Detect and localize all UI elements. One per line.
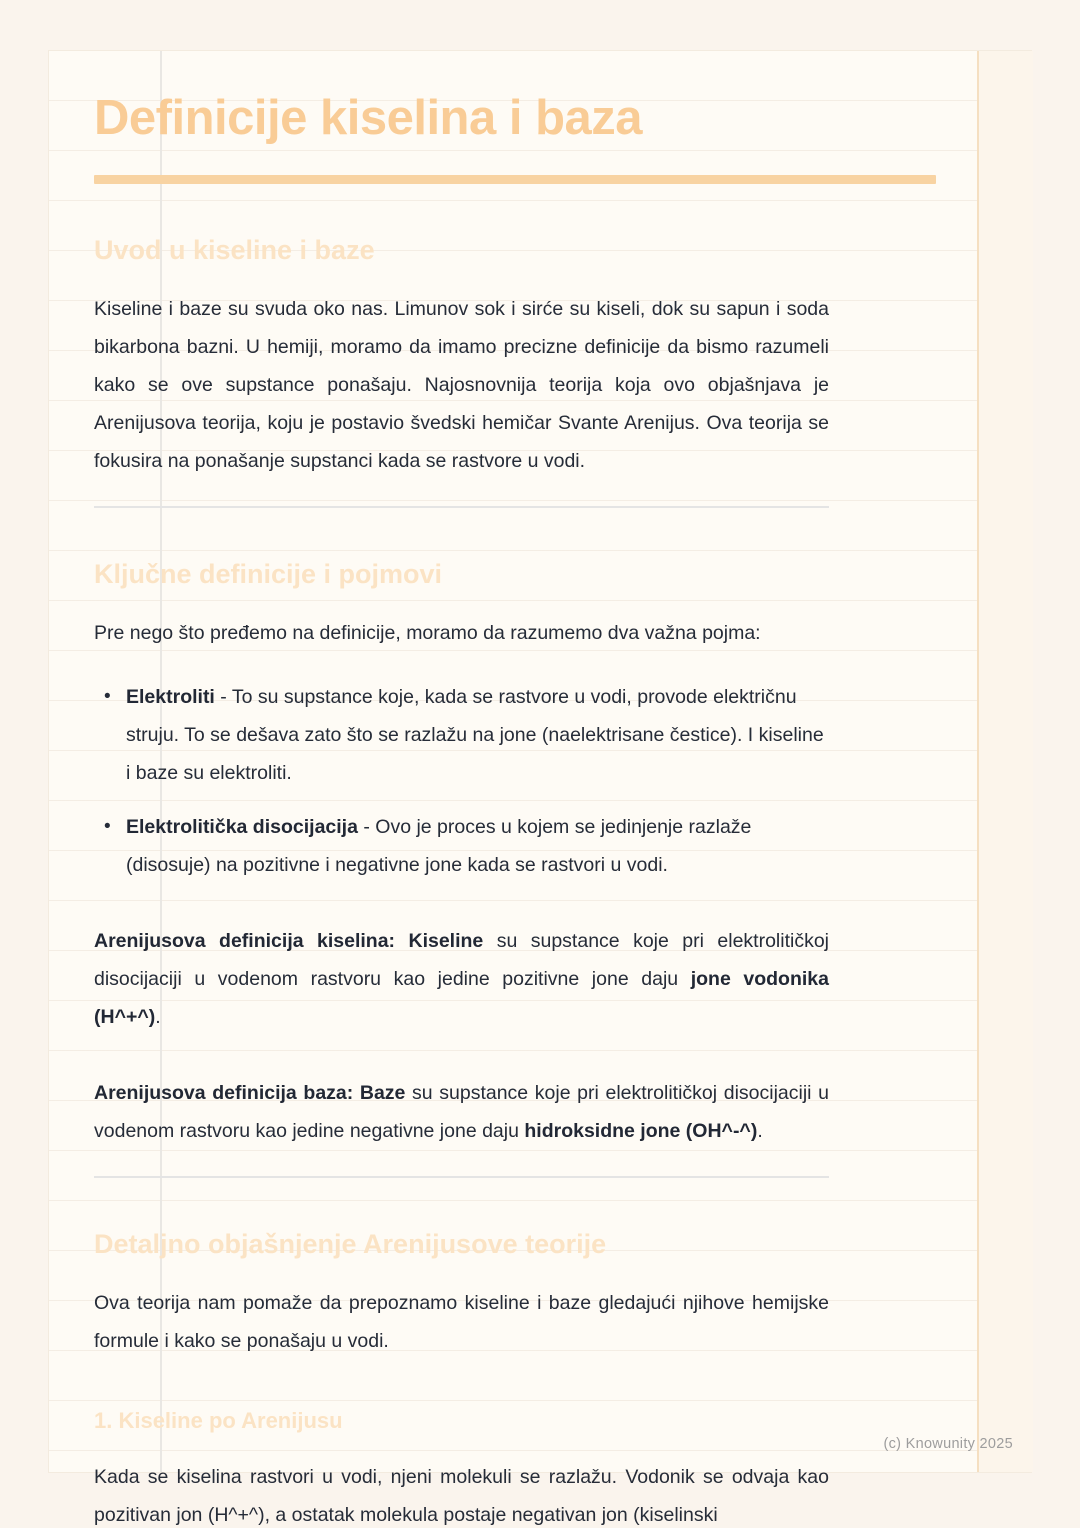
copyright-notice: (c) Knowunity 2025 [883,1436,1013,1452]
section-heading-explanation: Detaljno objašnjenje Arenijusove teorije [94,1229,607,1259]
paragraph-base-definition [94,1074,829,1150]
paragraph-explanation: Ova teorija nam pomaže da prepoznamo kiseline i baze gledajući njihove hemijske formule i kako se ponašaju u vodi. [94,1292,829,1352]
term-label: Elektrolitička disocijacija [126,816,358,838]
definitions-list [94,678,829,884]
term-label: Elektroliti [126,686,215,708]
list-item-elektroliti [94,678,829,792]
base-definition-emphasis: hidroksidne jone (OH^-^) [524,1120,758,1142]
notebook-paper [48,50,1032,1526]
term-description: - Ovo je proces u kojem se jedinjenje razlaže (disosuje) na pozitivne i negativne jone kada se rastvori u vodi. [126,816,752,876]
paragraph-intro: Kiseline i baze su svuda oko nas. Limunov sok i sirće su kiseli, dok su sapun i soda bikarbona bazni. U hemiji, moramo da imamo precizne definicije da bismo razumeli kako se ove supstance ponašaju. Najosnovnija teorija koja ovo objašnjava je Arenijusova teorija, koju je postavio švedski hemičar Svante Arenijus. Ova teorija se fokusira na ponašanje supstanci kada se rastvore u vodi. [94,298,829,472]
bullet-icon: • [104,816,111,837]
right-margin-line [977,51,979,1472]
paragraph-acids-arrhenius: Kada se kiselina rastvori u vodi, njeni molekuli se razlažu. Vodonik se odvaja kao pozitivan jon (H^+^), a ostatak molekula postaje negativan jon (kiselinski [94,1466,829,1526]
bullet-icon: • [104,686,111,707]
section-heading-intro: Uvod u kiseline i baze [94,235,375,265]
base-definition-middle: su supstance koje pri elektrolitičkoj disocijaciji u vodenom rastvoru kao jedine negativne jone daju [94,1082,829,1142]
page-title: Definicije kiselina i baza [94,91,643,145]
base-definition-tail: . [757,1120,763,1142]
section-heading-definitions: Ključne definicije i pojmovi [94,559,443,589]
subsection-heading-acids: 1. Kiseline po Arenijusu [94,1408,343,1433]
base-definition-lead: Arenijusova definicija baza: Baze [94,1082,406,1104]
term-description: - To su supstance koje, kada se rastvore u vodi, provode električnu struju. To se dešava zato što se razlažu na jone (naelektrisane čestice). I kiseline i baze su elektroliti. [126,686,824,784]
list-item-disocijacija [94,808,829,884]
title-underline-rule [94,175,936,184]
paragraph-definitions-intro: Pre nego što pređemo na definicije, moramo da razumemo dva važna pojma: [94,622,761,644]
acid-definition-emphasis: jone vodonika (H^+^) [94,968,829,1028]
document-content [94,51,829,1528]
section-divider [94,506,829,508]
acid-definition-lead: Arenijusova definicija kiselina: Kiseline [94,930,484,952]
section-divider [94,1176,829,1178]
acid-definition-middle: su supstance koje pri elektrolitičkoj disocijaciji u vodenom rastvoru kao jedine pozitivne jone daju [94,930,830,990]
right-margin-strip [978,51,1033,1472]
acid-definition-tail: . [155,1006,161,1028]
paragraph-acid-definition [94,922,829,1036]
